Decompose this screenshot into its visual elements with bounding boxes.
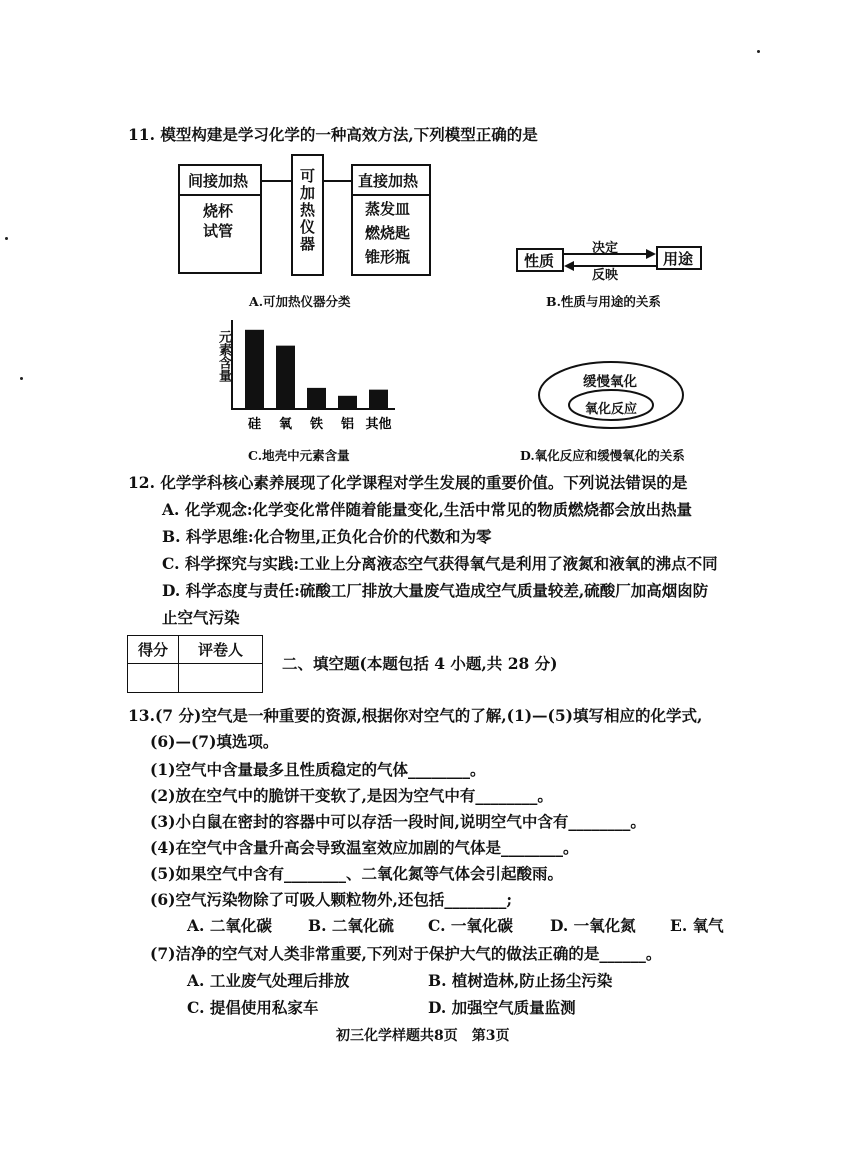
direct-item-2: 燃烧匙	[365, 224, 411, 242]
property-label: 性质	[524, 252, 555, 270]
grader-cell[interactable]	[179, 664, 263, 693]
q13-item-6: (6)空气污染物除了可吸人颗粒物外,还包括________;	[150, 890, 513, 909]
q12-option-d: D. 科学态度与责任:硫酸工厂排放大量废气造成空气质量较差,硫酸厂加高烟囱防	[162, 581, 709, 600]
caption-b: B.性质与用途的关系	[546, 294, 661, 309]
score-table	[127, 635, 263, 693]
indirect-item-tube: 试管	[203, 222, 234, 240]
question-13-stem-2: (6)—(7)填选项。	[150, 732, 279, 751]
caption-c: C.地壳中元素含量	[248, 448, 350, 463]
q6-option-b: B. 二氧化硫	[308, 916, 394, 935]
bar-3	[307, 388, 326, 409]
direct-item-1: 蒸发皿	[365, 200, 411, 218]
question-13-stem: 13.(7 分)空气是一种重要的资源,根据你对空气的了解,(1)—(5)填写相应的化学式,	[128, 706, 703, 725]
section-2-title: 二、填空题(本题包括 4 小题,共 28 分)	[282, 654, 558, 673]
q6-option-e: E. 氧气	[670, 916, 724, 935]
q7-option-a: A. 工业废气处理后排放	[187, 971, 350, 990]
decides-label: 决定	[592, 241, 619, 256]
page-footer: 初三化学样题共8页 第3页	[336, 1028, 510, 1044]
heatable-instrument-label: 可加热仪器	[298, 168, 316, 253]
caption-d: D.氧化反应和缓慢氧化的关系	[520, 448, 685, 463]
indirect-heating-header: 间接加热	[188, 172, 249, 190]
q13-item-1: (1)空气中含量最多且性质稳定的气体________。	[150, 760, 486, 779]
q7-option-c: C. 提倡使用私家车	[187, 998, 319, 1017]
tick-label-3: 铁	[309, 417, 324, 432]
crust-element-chart	[210, 318, 410, 438]
grader-label: 评卷人	[179, 636, 263, 664]
q12-option-c: C. 科学探究与实践:工业上分离液态空气获得氧气是利用了液氮和液氧的沸点不同	[162, 554, 718, 573]
q12-option-d-cont: 止空气污染	[162, 608, 240, 627]
oxidation-reaction-label: 氧化反应	[585, 402, 638, 417]
bar-5	[369, 390, 388, 409]
caption-a: A.可加热仪器分类	[249, 294, 351, 309]
q13-item-4: (4)在空气中含量升高会导致温室效应加剧的气体是________。	[150, 838, 579, 857]
q13-item-3: (3)小白鼠在密封的容器中可以存活一段时间,说明空气中含有________。	[150, 812, 646, 831]
tick-label-2: 氧	[278, 417, 293, 432]
reflects-label: 反映	[592, 268, 619, 283]
question-12-stem: 12. 化学学科核心素养展现了化学课程对学生发展的重要价值。下列说法错误的是	[128, 473, 688, 492]
q6-option-a: A. 二氧化碳	[187, 916, 272, 935]
scan-speck	[757, 50, 760, 53]
q7-option-b: B. 植树造林,防止扬尘污染	[428, 971, 613, 990]
bar-2	[276, 346, 295, 409]
tick-label-4: 铝	[340, 417, 355, 432]
question-11-stem: 11. 模型构建是学习化学的一种高效方法,下列模型正确的是	[128, 125, 538, 144]
scan-speck	[20, 377, 23, 380]
direct-heating-header: 直接加热	[358, 172, 419, 190]
q13-item-7: (7)洁净的空气对人类非常重要,下列对于保护大气的做法正确的是______。	[150, 944, 662, 963]
score-label: 得分	[128, 636, 179, 664]
q12-option-a: A. 化学观念:化学变化常伴随着能量变化,生活中常见的物质燃烧都会放出热量	[162, 500, 692, 519]
score-cell[interactable]	[128, 664, 179, 693]
q13-item-2: (2)放在空气中的脆饼干变软了,是因为空气中有________。	[150, 786, 553, 805]
q6-option-d: D. 一氧化氮	[550, 916, 636, 935]
bar-4	[338, 396, 357, 409]
chart-ylabel: 元素含量	[216, 330, 231, 382]
indirect-item-beaker: 烧杯	[203, 202, 234, 220]
q12-option-b: B. 科学思维:化合物里,正负化合价的代数和为零	[162, 527, 492, 546]
scan-speck	[5, 237, 8, 240]
tick-label-1: 硅	[247, 417, 262, 432]
q13-item-5: (5)如果空气中含有________、二氧化氮等气体会引起酸雨。	[150, 864, 563, 883]
q7-option-d: D. 加强空气质量监测	[428, 998, 576, 1017]
use-label: 用途	[663, 250, 694, 268]
q6-option-c: C. 一氧化碳	[428, 916, 513, 935]
tick-label-5: 其他	[365, 417, 392, 432]
direct-item-3: 锥形瓶	[365, 248, 411, 266]
slow-oxidation-label: 缓慢氧化	[583, 374, 637, 390]
bar-1	[245, 330, 264, 409]
